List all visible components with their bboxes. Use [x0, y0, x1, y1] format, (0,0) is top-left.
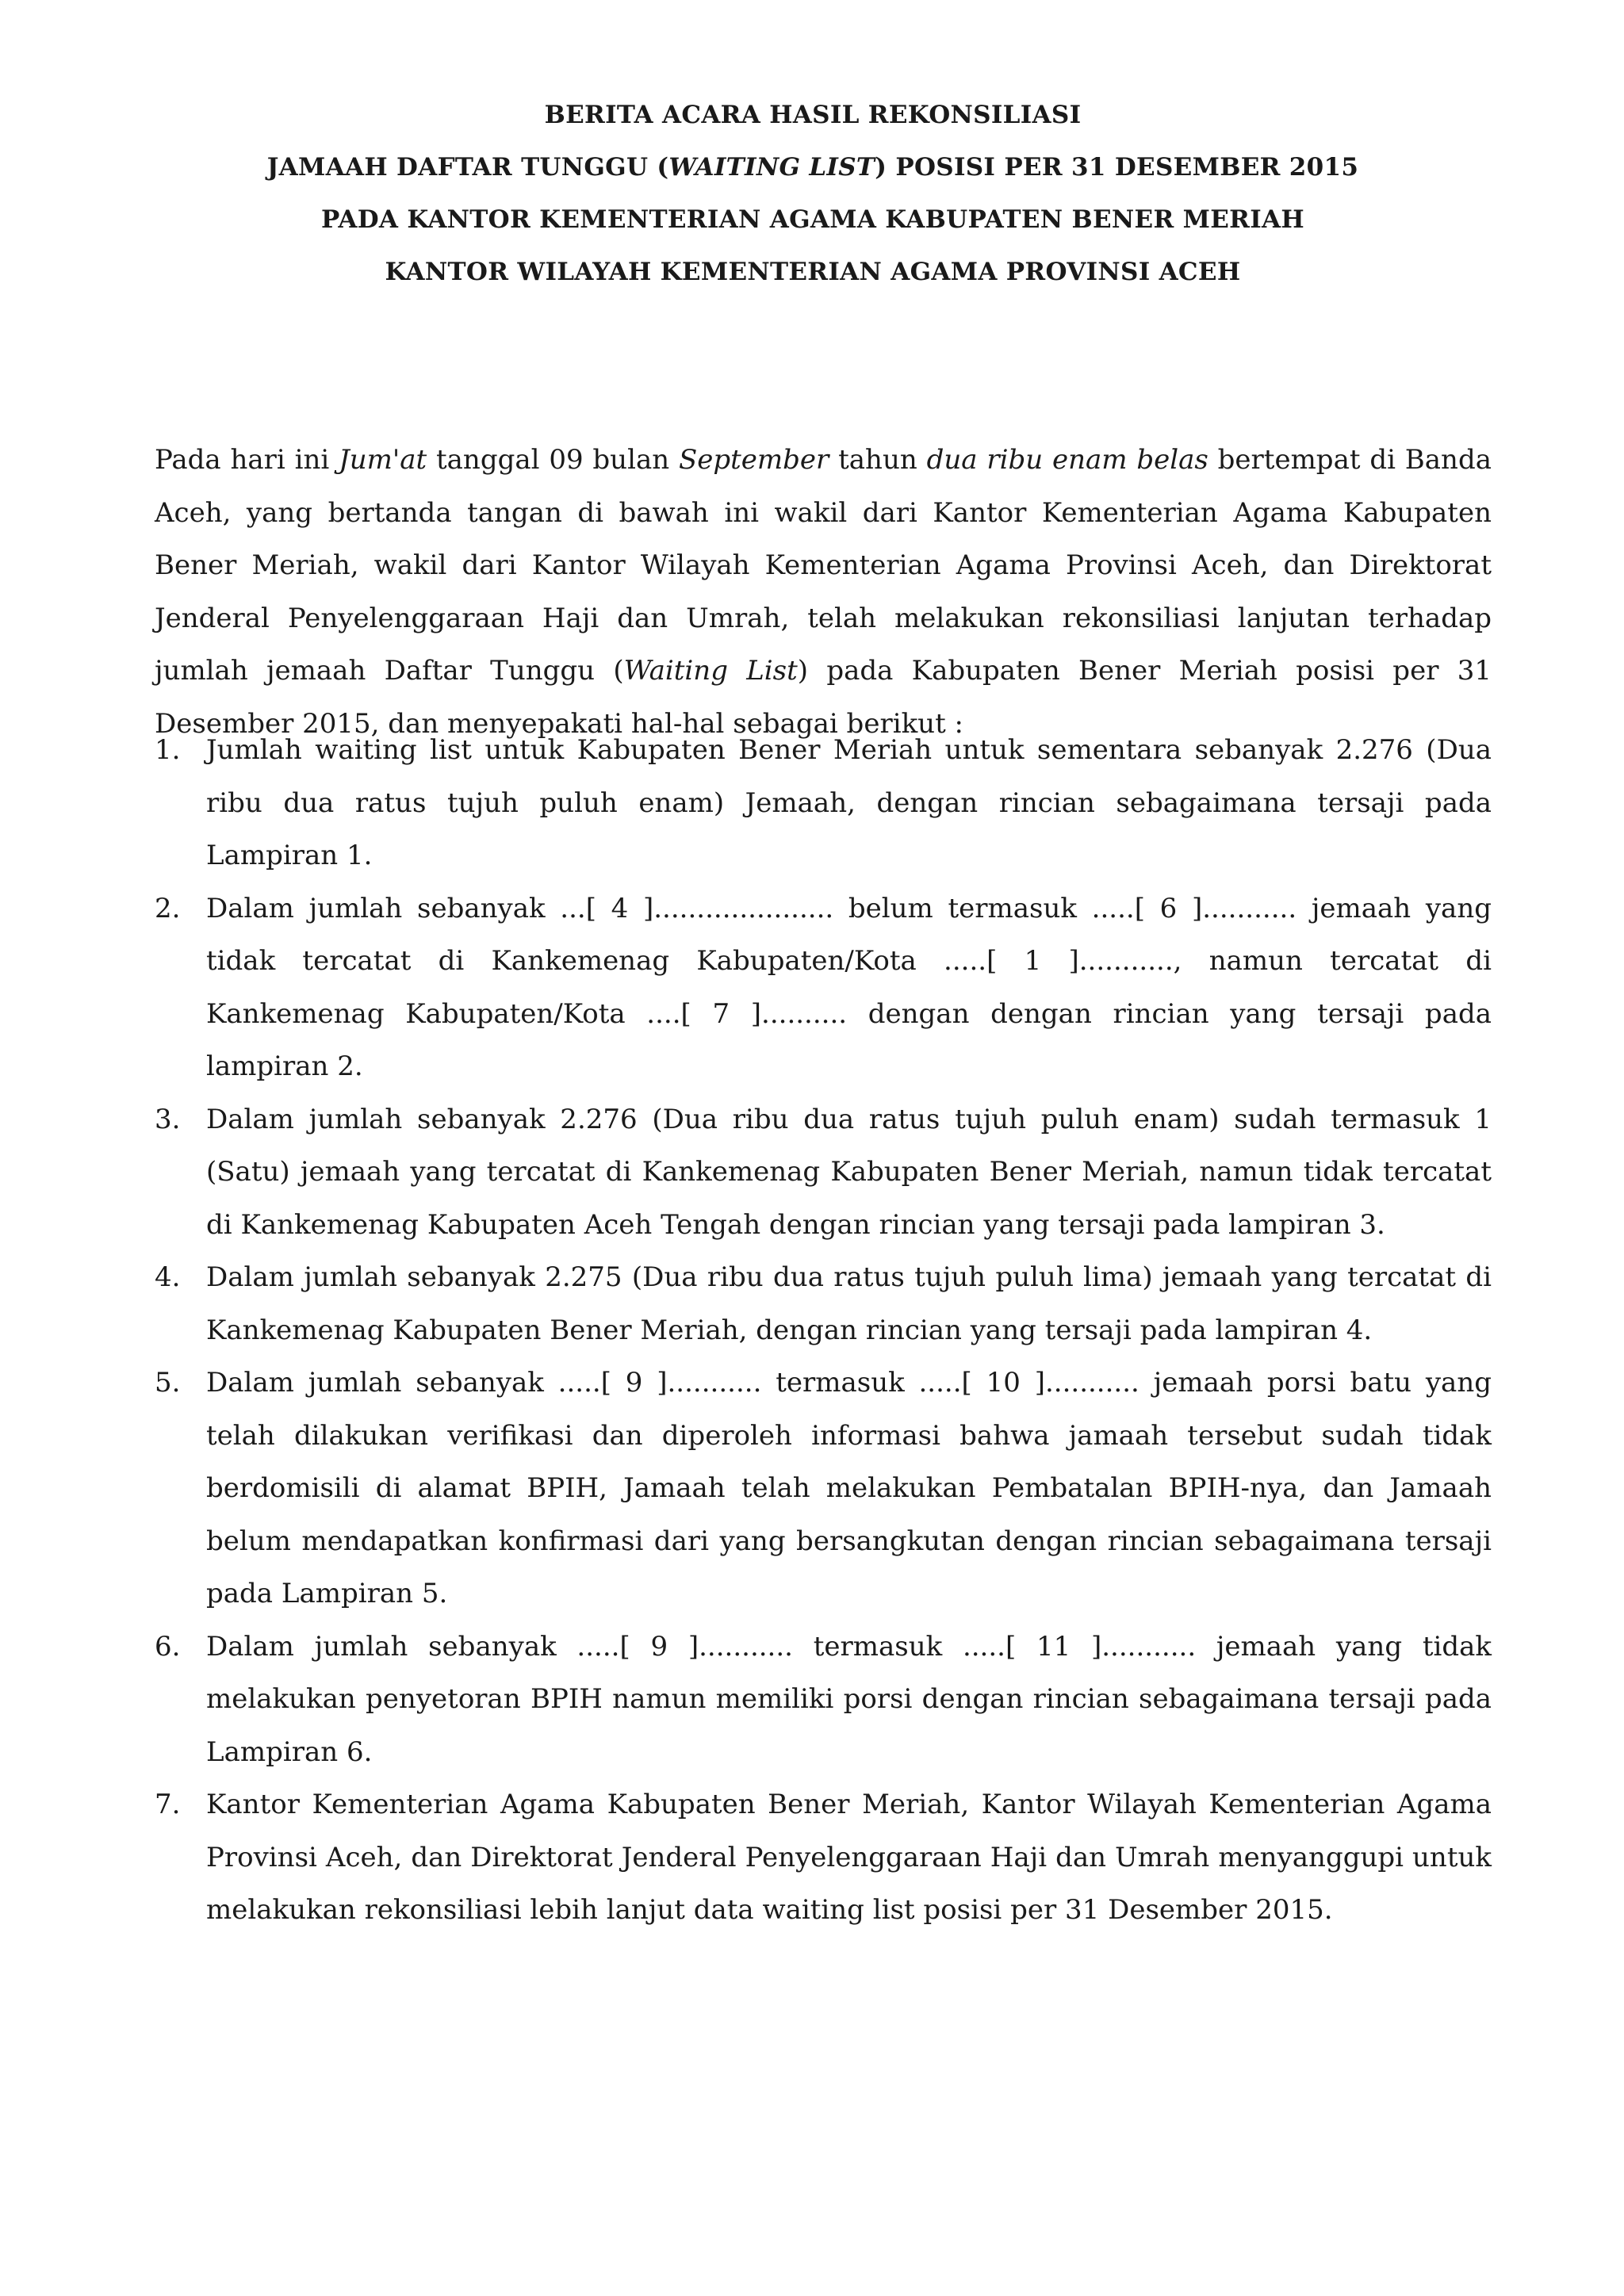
list-item-text: Dalam jumlah sebanyak 2.276 (Dua ribu dua ratus tujuh puluh enam) sudah termasuk 1 (Satu) jemaah yang tercatat di Kankemenag Kabupaten Bener Meriah, namun tidak tercatat di Kankemenag Kabupaten Aceh Tengah dengan rincian yang tersaji pada lampiran 3. — [206, 1103, 1492, 1241]
intro-day: Jum'at — [339, 444, 427, 476]
intro-text-5: ) pada Kabupaten Bener Meriah posisi per 31 Desember 2015, dan menyepakati hal-hal sebagai berikut : — [155, 655, 1492, 740]
list-item-number: 2. — [155, 892, 181, 924]
title-line-2-italic: WAITING LIST — [668, 153, 875, 182]
list-item-text: Dalam jumlah sebanyak .....[ 9 ]........... termasuk .....[ 10 ]........... jemaah porsi batu yang telah dilakukan verifikasi dan diperoleh informasi bahwa jamaah tersebut sudah tidak berdomisili di alamat BPIH, Jamaah telah melakukan Pembatalan BPIH-nya, dan Jamaah belum mendapatkan konfirmasi dari yang bersangkutan dengan rincian sebagaimana tersaji pada Lampiran 5. — [206, 1367, 1492, 1609]
list-item-number: 6. — [155, 1630, 181, 1663]
title-line-2-suffix: ) POSISI PER 31 DESEMBER 2015 — [875, 153, 1359, 182]
list-item-number: 3. — [155, 1103, 181, 1135]
intro-year: dua ribu enam belas — [926, 444, 1208, 476]
list-item-text: Dalam jumlah sebanyak ...[ 4 ]..................... belum termasuk .....[ 6 ]........... jemaah yang tidak tercatat di Kankemenag Kabupaten/Kota .....[ 1 ]..........., namun tercatat di Kankemenag Kabupaten/Kota ....[ 7 ].......... dengan dengan rincian yang tersaji pada lampiran 2. — [206, 892, 1492, 1082]
intro-paragraph — [155, 434, 1492, 750]
list-item — [155, 1357, 1492, 1621]
intro-month: September — [678, 444, 829, 476]
title-line-2 — [143, 141, 1483, 193]
title-line-2-prefix: JAMAAH DAFTAR TUNGGU ( — [266, 153, 669, 182]
intro-text-4: bertempat di Banda Aceh, yang bertanda tangan di bawah ini wakil dari Kantor Kementerian Agama Kabupaten Bener Meriah, wakil dari Kantor Wilayah Kementerian Agama Provinsi Aceh, dan Direktorat Jenderal Penyelenggaraan Haji dan Umrah, telah melakukan rekonsiliasi lanjutan terhadap jumlah jemaah Daftar Tunggu ( — [155, 444, 1492, 687]
list-item-number: 4. — [155, 1261, 181, 1293]
list-item — [155, 1621, 1492, 1779]
list-item-number: 7. — [155, 1789, 181, 1820]
list-item-text: Dalam jumlah sebanyak 2.275 (Dua ribu dua ratus tujuh puluh lima) jemaah yang tercatat di Kankemenag Kabupaten Bener Meriah, dengan rincian yang tersaji pada lampiran 4. — [206, 1261, 1492, 1346]
document-title — [143, 89, 1483, 298]
intro-text-2: tanggal 09 bulan — [427, 444, 679, 476]
list-item-text: Dalam jumlah sebanyak .....[ 9 ]........... termasuk .....[ 11 ]........... jemaah yang tidak melakukan penyetoran BPIH namun memiliki porsi dengan rincian sebagaimana tersaji pada Lampiran 6. — [206, 1630, 1492, 1768]
list-item-number: 1. — [155, 734, 181, 766]
intro-waiting-list: Waiting List — [623, 655, 798, 687]
intro-text-1: Pada hari ini — [155, 444, 339, 476]
title-line-3: PADA KANTOR KEMENTERIAN AGAMA KABUPATEN BENER MERIAH — [321, 205, 1304, 234]
agreement-list — [155, 724, 1492, 1937]
list-item — [155, 724, 1492, 882]
list-item — [155, 1251, 1492, 1357]
intro-text-3: tahun — [829, 444, 927, 476]
list-item-text: Jumlah waiting list untuk Kabupaten Bener Meriah untuk sementara sebanyak 2.276 (Dua ribu dua ratus tujuh puluh enam) Jemaah, dengan rincian sebagaimana tersaji pada Lampiran 1. — [206, 734, 1492, 871]
title-line-4: KANTOR WILAYAH KEMENTERIAN AGAMA PROVINSI ACEH — [385, 258, 1241, 286]
list-item-text: Kantor Kementerian Agama Kabupaten Bener Meriah, Kantor Wilayah Kementerian Agama Provinsi Aceh, dan Direktorat Jenderal Penyelenggaraan Haji dan Umrah menyanggupi untuk melakukan rekonsiliasi lebih lanjut data waiting list posisi per 31 Desember 2015. — [206, 1789, 1492, 1926]
list-item-number: 5. — [155, 1367, 181, 1399]
list-item — [155, 882, 1492, 1093]
title-line-1: BERITA ACARA HASIL REKONSILIASI — [544, 101, 1082, 129]
list-item — [155, 1778, 1492, 1937]
list-item — [155, 1093, 1492, 1252]
